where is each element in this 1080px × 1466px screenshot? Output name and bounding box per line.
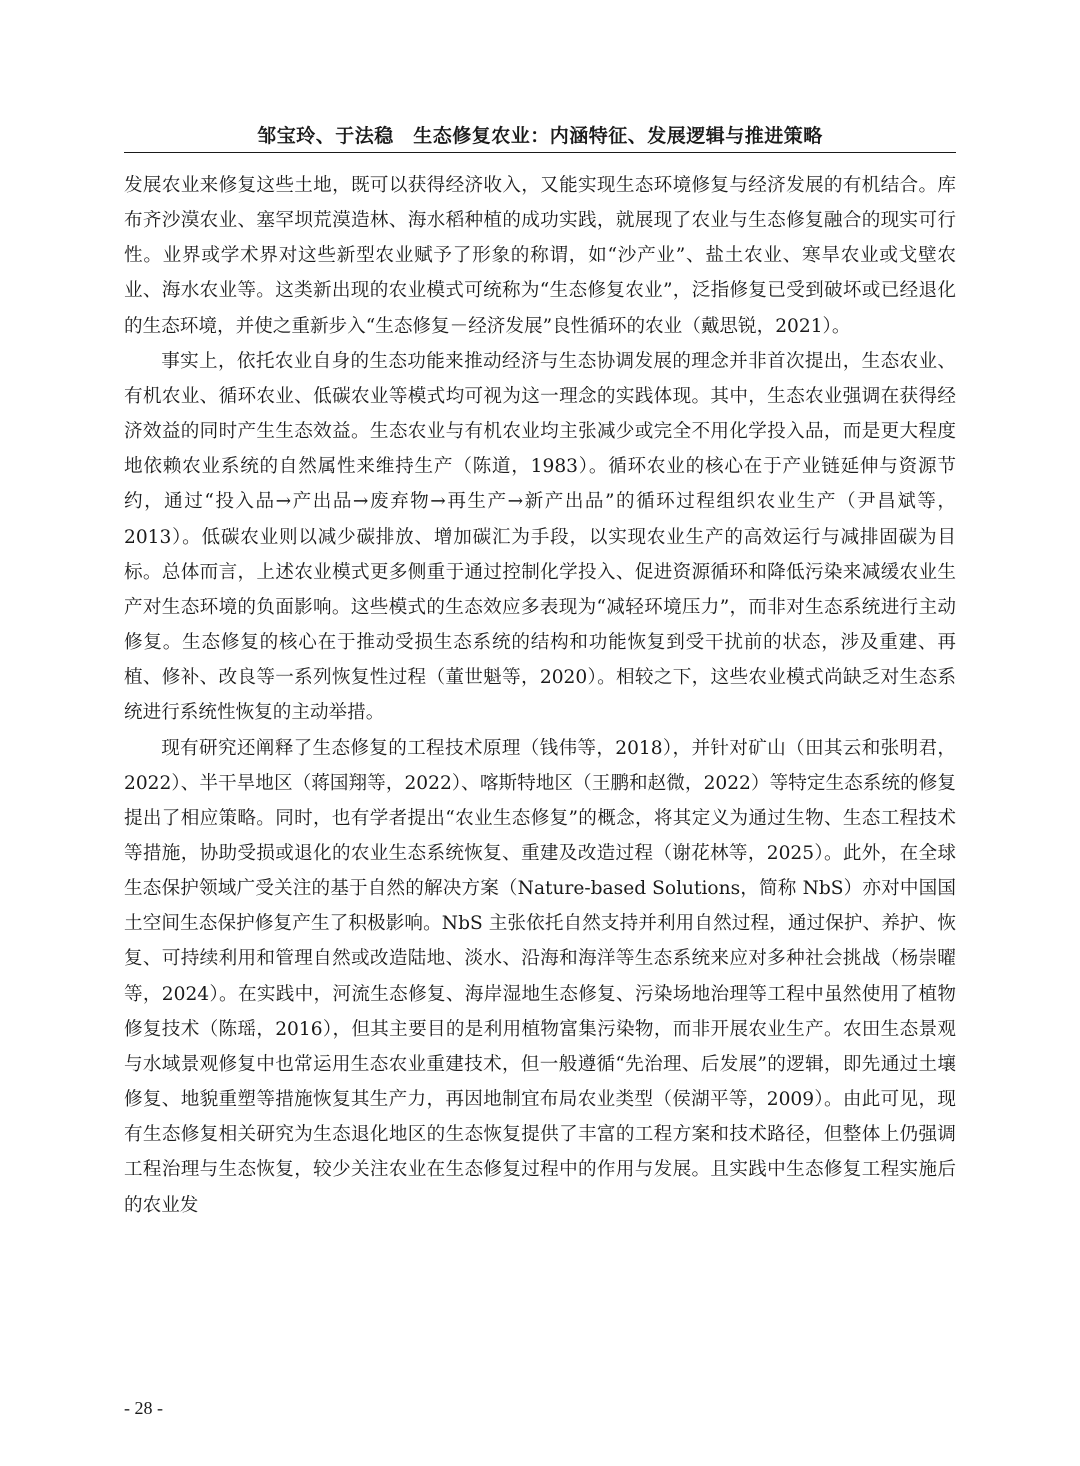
paragraph-existing-research: 现有研究还阐释了生态修复的工程技术原理（钱伟等，2018），并针对矿山（田其云和张明君，2022）、半干旱地区（蒋国翔等，2022）、喀斯特地区（王鹏和赵微，2022）等特定生态系统的修复提出了相应策略。同时，也有学者提出“农业生态修复”的概念，将其定义为通过生物、生态工程技术等措施，协助受损或退化的农业生态系统恢复、重建及改造过程（谢花林等，2025）。此外，在全球生态保护领域广受关注的基于自然的解决方案（Nature-based Solutions，简称 NbS）亦对中国国土空间生态保护修复产生了积极影响。NbS 主张依托自然支持并利用自然过程，通过保护、养护、恢复、可持续利用和管理自然或改造陆地、淡水、沿海和海洋等生态系统来应对多种社会挑战（杨崇曜等，2024）。在实践中，河流生态修复、海岸湿地生态修复、污染场地治理等工程中虽然使用了植物修复技术（陈瑶，2016），但其主要目的是利用植物富集污染物，而非开展农业生产。农田生态景观与水域景观修复中也常运用生态农业重建技术，但一般遵循“先治理、后发展”的逻辑，即先通过土壤修复、地貌重塑等措施恢复其生产力，再因地制宜布局农业类型（侯湖平等，2009）。由此可见，现有生态修复相关研究为生态退化地区的生态恢复提供了丰富的工程方案和技术路径，但整体上仍强调工程治理与生态恢复，较少关注农业在生态修复过程中的作用与发展。且实践中生态修复工程实施后的农业发	[124, 737, 956, 1216]
body-text	[124, 168, 956, 1223]
page-number: - 28 -	[124, 1398, 163, 1418]
running-header-title: 邹宝玲、于法稳 生态修复农业：内涵特征、发展逻辑与推进策略	[257, 125, 823, 147]
paragraph-ecological-agriculture: 事实上，依托农业自身的生态功能来推动经济与生态协调发展的理念并非首次提出，生态农业、有机农业、循环农业、低碳农业等模式均可视为这一理念的实践体现。其中，生态农业强调在获得经济效益的同时产生生态效益。生态农业与有机农业均主张减少或完全不用化学投入品，而是更大程度地依赖农业系统的自然属性来维持生产（陈道，1983）。循环农业的核心在于产业链延伸与资源节约，通过“投入品→产出品→废弃物→再生产→新产出品”的循环过程组织农业生产（尹昌斌等，2013）。低碳农业则以减少碳排放、增加碳汇为手段，以实现农业生产的高效运行与减排固碳为目标。总体而言，上述农业模式更多侧重于通过控制化学投入、促进资源循环和降低污染来减缓农业生产对生态环境的负面影响。这些模式的生态效应多表现为“减轻环境压力”，而非对生态系统进行主动修复。生态修复的核心在于推动受损生态系统的结构和功能恢复到受干扰前的状态，涉及重建、再植、修补、改良等一系列恢复性过程（董世魁等，2020）。相较之下，这些农业模式尚缺乏对生态系统进行系统性恢复的主动举措。	[124, 350, 956, 724]
paragraph-continuation: 发展农业来修复这些土地，既可以获得经济收入，又能实现生态环境修复与经济发展的有机结合。库布齐沙漠农业、塞罕坝荒漠造林、海水稻种植的成功实践，就展现了农业与生态修复融合的现实可行性。业界或学术界对这些新型农业赋予了形象的称谓，如“沙产业”、盐土农业、寒旱农业或戈壁农业、海水农业等。这类新出现的农业模式可统称为“生态修复农业”，泛指修复已受到破坏或已经退化的生态环境，并使之重新步入“生态修复－经济发展”良性循环的农业（戴思锐，2021）。	[124, 175, 956, 337]
header-rule	[124, 152, 956, 153]
